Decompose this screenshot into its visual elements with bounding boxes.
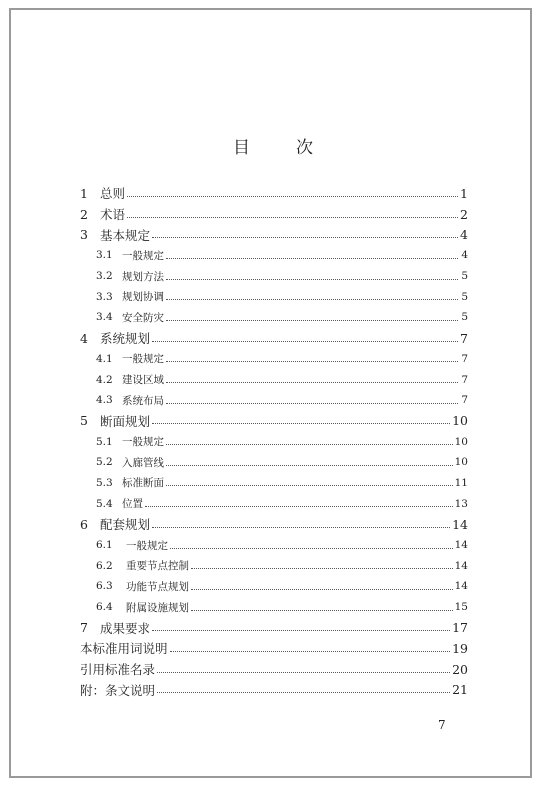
toc-dot-leader <box>191 568 453 569</box>
toc-entry-label: 术语 <box>100 207 126 223</box>
toc-entry-page: 14 <box>454 539 468 552</box>
toc-entry-label: 成果要求 <box>100 620 151 636</box>
toc-dot-leader <box>170 548 453 549</box>
toc-entry-number: 6.2 <box>96 559 113 572</box>
toc-dot-leader <box>152 237 458 238</box>
toc-dot-leader <box>157 692 450 693</box>
toc-entry-number: 2 <box>80 206 88 222</box>
toc-dot-leader <box>191 589 453 590</box>
toc-dot-leader <box>157 672 450 673</box>
toc-entry-number: 6.1 <box>96 539 113 552</box>
toc-dot-leader <box>166 320 458 321</box>
toc-entry-page: 7 <box>460 330 468 346</box>
toc-entry <box>80 680 468 701</box>
toc-entry <box>80 452 468 473</box>
toc-entry-page: 5 <box>461 270 468 283</box>
toc-entry <box>80 431 468 452</box>
toc-entry-page: 4 <box>460 227 468 243</box>
toc-entry-page: 5 <box>461 290 468 303</box>
toc-entry-number: 3 <box>80 227 88 243</box>
toc-entry <box>80 411 468 432</box>
toc-entry-page: 19 <box>452 640 468 656</box>
toc-entry-page: 7 <box>461 394 468 407</box>
toc-entry-label: 标准断面 <box>122 477 164 490</box>
toc-dot-leader <box>152 341 458 342</box>
toc-dot-leader <box>166 258 458 259</box>
toc-entry-page: 14 <box>452 516 468 532</box>
toc-entry <box>80 204 468 225</box>
toc-entry-number: 1 <box>80 185 88 201</box>
toc-entry-label: 位置 <box>122 498 143 511</box>
toc-entry-number: 4.2 <box>96 373 113 386</box>
toc-dot-leader <box>166 465 453 466</box>
toc-entry-page: 1 <box>460 185 468 201</box>
page-number: 7 <box>438 718 446 732</box>
toc-entry <box>80 224 468 245</box>
toc-dot-leader <box>166 279 458 280</box>
toc-entry-number: 4.3 <box>96 394 113 407</box>
toc-entry-number: 4 <box>80 330 88 346</box>
toc-entry-number: 5.2 <box>96 456 113 469</box>
toc-dot-leader <box>127 217 458 218</box>
toc-entry-number: 3.4 <box>96 311 113 324</box>
toc-entry <box>80 473 468 494</box>
toc-entry <box>80 535 468 556</box>
toc-entry-label: 入廊管线 <box>122 456 164 469</box>
toc-entry-page: 20 <box>452 661 468 677</box>
toc-entry-number: 5 <box>80 413 88 429</box>
toc-entry-label: 基本规定 <box>100 227 151 243</box>
table-of-contents <box>80 183 468 700</box>
toc-dot-leader <box>127 196 458 197</box>
toc-entry-label: 建设区域 <box>122 374 164 387</box>
toc-dot-leader <box>166 361 458 362</box>
toc-entry <box>80 328 468 349</box>
toc-entry-label: 一般规定 <box>122 249 164 262</box>
toc-entry-label: 一般规定 <box>126 539 168 552</box>
toc-entry <box>80 576 468 597</box>
toc-entry-number: 6 <box>80 516 88 532</box>
toc-entry-label: 断面规划 <box>100 413 151 429</box>
toc-entry <box>80 514 468 535</box>
toc-dot-leader <box>170 651 451 652</box>
toc-dot-leader <box>166 299 458 300</box>
toc-entry-label: 配套规划 <box>100 517 151 533</box>
toc-entry-page: 10 <box>454 456 468 469</box>
toc-entry <box>80 369 468 390</box>
toc-entry-page: 7 <box>461 373 468 386</box>
toc-entry-number: 5.3 <box>96 476 113 489</box>
toc-entry <box>80 617 468 638</box>
toc-entry-number: 3.1 <box>96 249 113 262</box>
toc-dot-leader <box>145 506 453 507</box>
toc-dot-leader <box>152 423 450 424</box>
toc-entry <box>80 555 468 576</box>
toc-entry-number: 3.2 <box>96 270 113 283</box>
toc-dot-leader <box>191 610 453 611</box>
toc-entry-label: 系统布局 <box>122 394 164 407</box>
toc-entry-page: 13 <box>454 497 468 510</box>
toc-entry-label: 重要节点控制 <box>126 560 189 573</box>
toc-entry-label: 一般规定 <box>122 436 164 449</box>
toc-entry-number: 6.4 <box>96 601 113 614</box>
toc-entry-page: 10 <box>454 435 468 448</box>
toc-entry-number: 5.1 <box>96 435 113 448</box>
toc-entry-number: 7 <box>80 620 88 636</box>
toc-entry <box>80 286 468 307</box>
toc-entry-number: 5.4 <box>96 497 113 510</box>
toc-entry <box>80 638 468 659</box>
toc-entry <box>80 390 468 411</box>
toc-entry-number: 4.1 <box>96 352 113 365</box>
toc-entry-page: 15 <box>454 601 468 614</box>
toc-entry-page: 7 <box>461 352 468 365</box>
toc-entry-label: 安全防灾 <box>122 311 164 324</box>
toc-entry-label: 引用标准名录 <box>80 662 156 678</box>
toc-entry-label: 规划协调 <box>122 291 164 304</box>
toc-entry-page: 4 <box>461 249 468 262</box>
toc-entry-page: 2 <box>460 206 468 222</box>
toc-entry-number: 3.3 <box>96 290 113 303</box>
toc-entry-page: 11 <box>454 476 468 489</box>
toc-entry-label: 系统规划 <box>100 331 151 347</box>
title-left-char: 目 <box>233 138 250 158</box>
toc-entry <box>80 349 468 370</box>
toc-dot-leader <box>152 527 450 528</box>
toc-entry <box>80 307 468 328</box>
toc-entry-label: 附属设施规划 <box>126 601 189 614</box>
toc-entry-page: 14 <box>454 559 468 572</box>
toc-entry-label: 本标准用词说明 <box>80 641 168 657</box>
toc-dot-leader <box>152 630 450 631</box>
toc-dot-leader <box>166 485 453 486</box>
toc-entry-page: 21 <box>452 682 468 698</box>
page-title <box>0 133 546 158</box>
toc-entry-label: 总则 <box>100 186 126 202</box>
toc-entry-number: 6.3 <box>96 580 113 593</box>
toc-entry <box>80 266 468 287</box>
toc-dot-leader <box>166 444 453 445</box>
toc-entry-label: 规划方法 <box>122 270 164 283</box>
toc-entry-page: 17 <box>452 620 468 636</box>
toc-entry-label: 功能节点规划 <box>126 580 189 593</box>
toc-entry-page: 5 <box>461 311 468 324</box>
toc-entry-label: 附：条文说明 <box>80 682 156 698</box>
toc-entry-label: 一般规定 <box>122 353 164 366</box>
toc-entry <box>80 245 468 266</box>
toc-entry <box>80 183 468 204</box>
toc-entry-page: 10 <box>452 413 468 429</box>
toc-entry-page: 14 <box>454 580 468 593</box>
toc-entry <box>80 597 468 618</box>
title-right-char: 次 <box>296 138 313 158</box>
toc-dot-leader <box>166 403 458 404</box>
toc-dot-leader <box>166 382 458 383</box>
toc-entry <box>80 493 468 514</box>
toc-entry <box>80 659 468 680</box>
